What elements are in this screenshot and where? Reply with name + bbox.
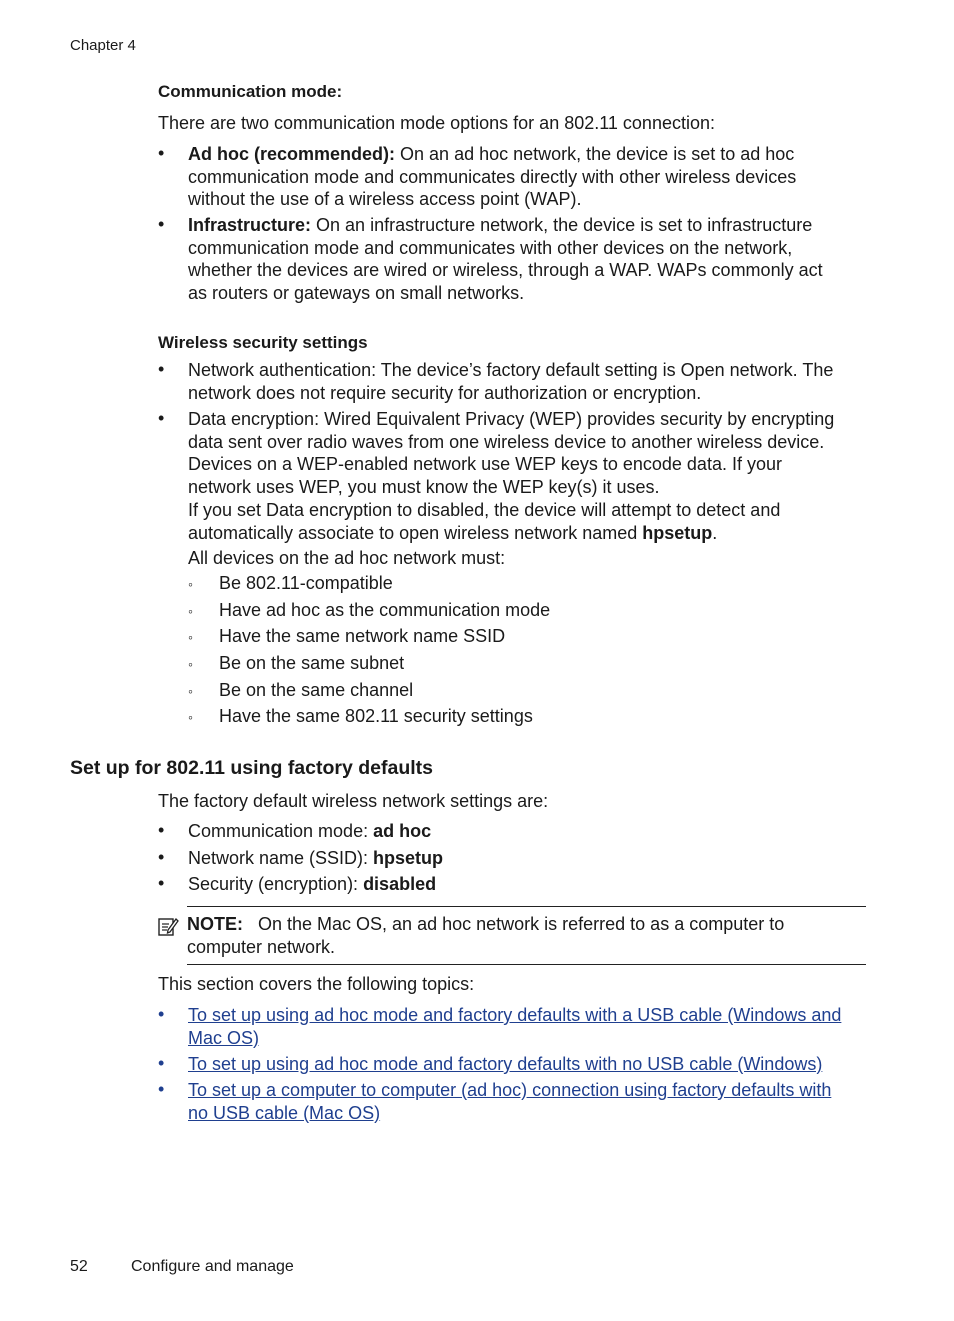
topic-link-computer-to-computer[interactable] bbox=[188, 1079, 858, 1124]
text-line: Devices on a WEP-enabled network use WEP keys to encode data. If your bbox=[188, 454, 782, 475]
sub-list-item: Have the same 802.11 security settings bbox=[219, 706, 533, 726]
text-line: without the use of a wireless access point (WAP). bbox=[188, 189, 582, 210]
link-text[interactable]: Mac OS) bbox=[188, 1027, 260, 1048]
sub-list-item: Be on the same channel bbox=[219, 680, 414, 700]
setting-label: Communication mode: bbox=[188, 821, 374, 841]
circle-bullet-icon: ◦ bbox=[188, 629, 193, 645]
circle-bullet-icon: ◦ bbox=[188, 683, 193, 699]
section-heading-factory-defaults: Set up for 802.11 using factory defaults bbox=[70, 757, 434, 779]
text-line: . bbox=[712, 522, 718, 543]
network-name-hpsetup: hpsetup bbox=[642, 522, 713, 543]
footer-section-title: Configure and manage bbox=[131, 1258, 294, 1275]
sub-list-item: Be 802.11-compatible bbox=[219, 573, 393, 593]
setting-label: Security (encryption): bbox=[188, 874, 364, 894]
link-text[interactable]: To set up a computer to computer (ad hoc) connection using factory defaults with bbox=[188, 1080, 832, 1100]
bullet-icon: • bbox=[158, 143, 165, 163]
list-item-ad-hoc bbox=[188, 143, 858, 211]
bullet-icon: • bbox=[158, 1004, 165, 1024]
topics-intro: This section covers the following topics: bbox=[158, 974, 475, 994]
setting-value: hpsetup bbox=[373, 848, 444, 868]
bullet-icon: • bbox=[158, 214, 165, 234]
text-line: as routers or gateways on small networks. bbox=[188, 283, 525, 304]
term-ad-hoc: Ad hoc (recommended): bbox=[188, 144, 396, 164]
bullet-icon: • bbox=[158, 847, 165, 867]
topic-link-no-usb-windows[interactable] bbox=[188, 1053, 858, 1076]
circle-bullet-icon: ◦ bbox=[188, 576, 193, 592]
sub-list-item: Have ad hoc as the communication mode bbox=[219, 600, 551, 620]
chapter-label: Chapter 4 bbox=[70, 37, 136, 54]
text-line: network uses WEP, you must know the WEP key(s) it uses. bbox=[188, 476, 660, 497]
text-line: communication mode and communicates directly with other wireless devices bbox=[188, 166, 797, 187]
link-text[interactable]: To set up using ad hoc mode and factory defaults with no USB cable (Windows) bbox=[188, 1054, 823, 1074]
list-item-infrastructure bbox=[188, 214, 858, 305]
bullet-icon: • bbox=[158, 408, 165, 428]
sub-list-item: Be on the same subnet bbox=[219, 653, 405, 673]
topic-link-usb-cable[interactable] bbox=[188, 1004, 858, 1049]
circle-bullet-icon: ◦ bbox=[188, 603, 193, 619]
text-line: computer network. bbox=[187, 936, 336, 957]
text-line: All devices on the ad hoc network must: bbox=[188, 547, 506, 568]
note-pencil-icon bbox=[157, 915, 179, 937]
link-text[interactable]: To set up using ad hoc mode and factory defaults with a USB cable (Windows and bbox=[188, 1005, 842, 1025]
sub-list-item: Have the same network name SSID bbox=[219, 626, 506, 646]
circle-bullet-icon: ◦ bbox=[188, 656, 193, 672]
comm-mode-intro: There are two communication mode options for an 802.11 connection: bbox=[158, 113, 715, 133]
bullet-icon: • bbox=[158, 873, 165, 893]
bullet-icon: • bbox=[158, 820, 165, 840]
list-item-network-authentication bbox=[188, 359, 858, 404]
link-text[interactable]: no USB cable (Mac OS) bbox=[188, 1102, 381, 1123]
setting-value: ad hoc bbox=[373, 821, 432, 841]
setting-label: Network name (SSID): bbox=[188, 848, 374, 868]
list-item-communication-mode bbox=[188, 820, 858, 843]
factory-intro: The factory default wireless network settings are: bbox=[158, 791, 549, 811]
list-item-network-name bbox=[188, 847, 858, 870]
text-line: On the Mac OS, an ad hoc network is referred to as a computer to bbox=[258, 914, 785, 934]
page-number: 52 bbox=[70, 1258, 88, 1275]
text-line: Network authentication: The device’s factory default setting is Open network. The bbox=[188, 360, 834, 380]
text-line: automatically associate to open wireless network named bbox=[188, 522, 643, 543]
setting-value: disabled bbox=[363, 874, 437, 894]
note-top-rule bbox=[187, 906, 866, 907]
text-line: whether the devices are wired or wireless, through a WAP. WAPs commonly act bbox=[188, 260, 823, 281]
term-infrastructure: Infrastructure: bbox=[188, 215, 312, 235]
text-line: network does not require security for authorization or encryption. bbox=[188, 382, 702, 403]
section-heading-wireless-security: Wireless security settings bbox=[158, 333, 368, 352]
note-text bbox=[187, 913, 857, 958]
text-line: If you set Data encryption to disabled, the device will attempt to detect and bbox=[188, 500, 781, 521]
text-line: On an ad hoc network, the device is set to ad hoc bbox=[395, 144, 795, 164]
list-item-security bbox=[188, 873, 858, 896]
text-line: Data encryption: Wired Equivalent Privacy (WEP) provides security by encrypting bbox=[188, 409, 835, 429]
list-item-data-encryption bbox=[188, 408, 858, 569]
note-bottom-rule bbox=[187, 964, 866, 965]
text-line: data sent over radio waves from one wireless device to another wireless device. bbox=[188, 431, 825, 452]
bullet-icon: • bbox=[158, 1079, 165, 1099]
bullet-icon: • bbox=[158, 1053, 165, 1073]
text-line: On an infrastructure network, the device is set to infrastructure bbox=[311, 215, 813, 235]
note-label: NOTE: bbox=[187, 914, 243, 934]
circle-bullet-icon: ◦ bbox=[188, 709, 193, 725]
text-line: communication mode and communicates with other devices on the network, bbox=[188, 237, 793, 258]
section-heading-communication-mode: Communication mode: bbox=[158, 82, 343, 101]
bullet-icon: • bbox=[158, 359, 165, 379]
